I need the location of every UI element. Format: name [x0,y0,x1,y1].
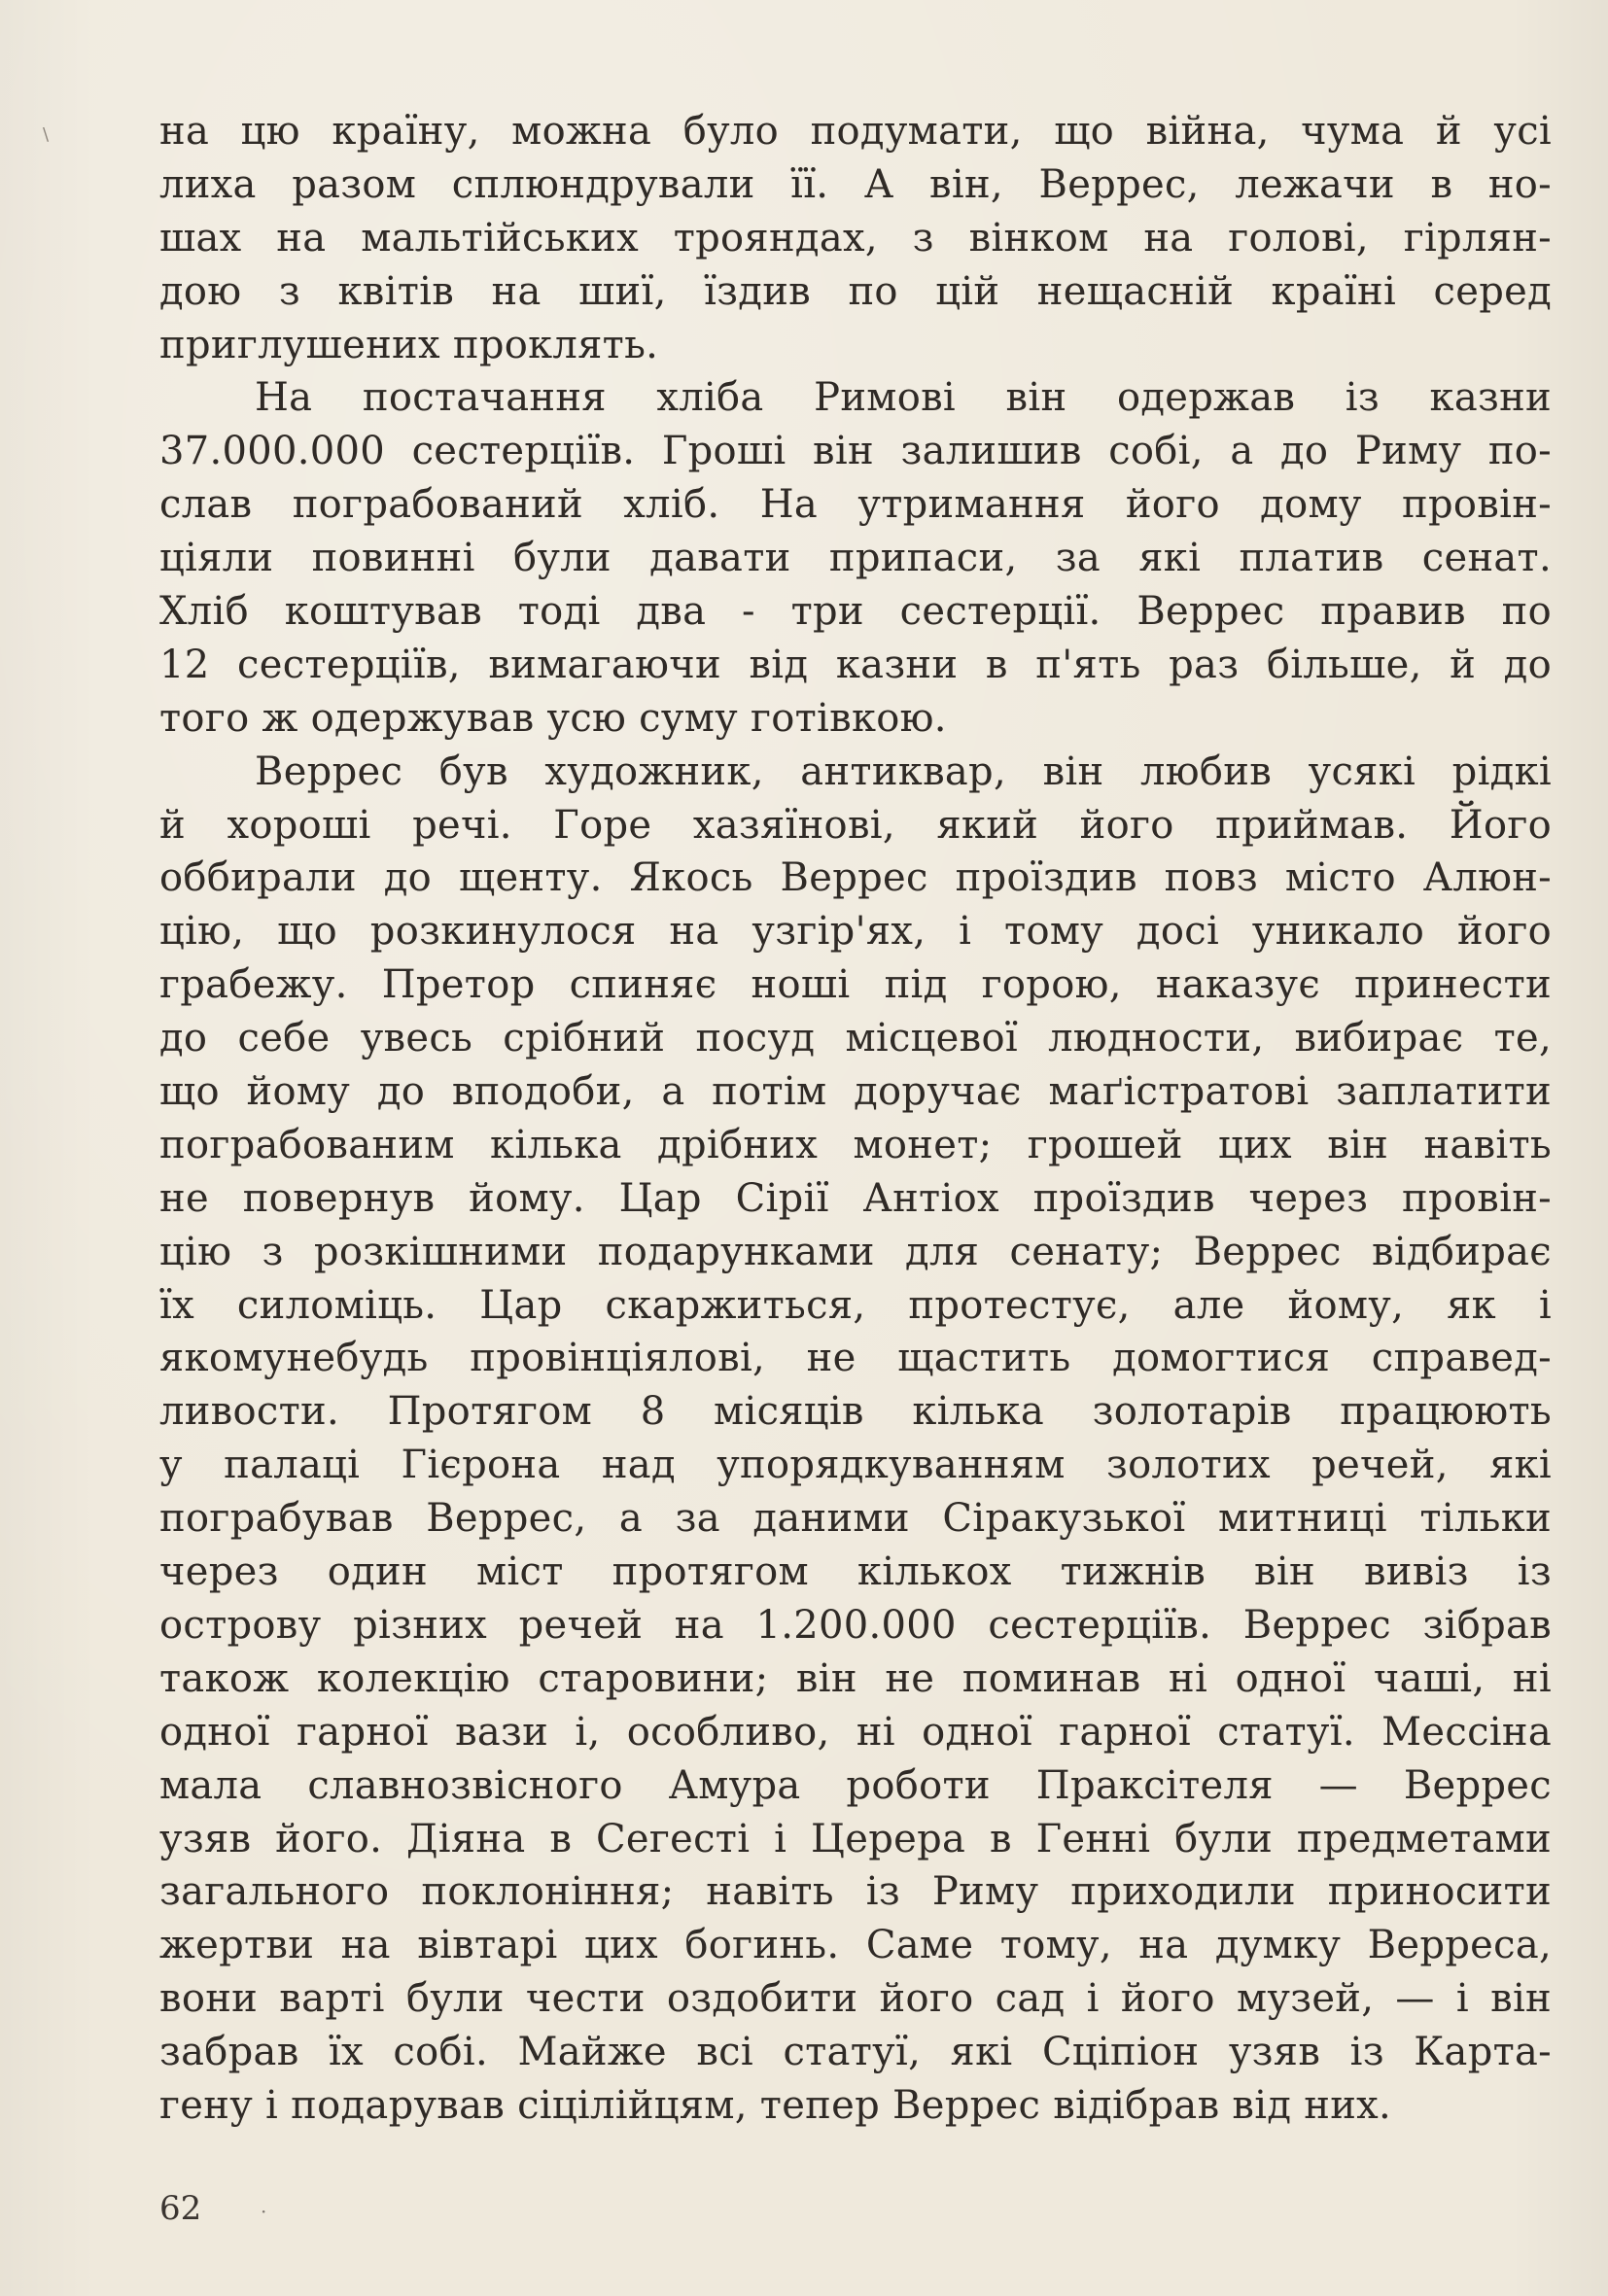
text-line: загального поклоніння; навіть із Риму приходили приносити [159,1869,1552,1915]
text-line: шах на мальтійських трояндах, з вінком на голові, гірлян- [159,215,1552,261]
text-line: вони варті були чести оздобити його сад і його музей, — і він [159,1976,1552,2022]
text-line: 37.000.000 сестерціїв. Гроші він залишив собі, а до Риму по- [159,429,1552,474]
text-line: грабежу. Претор спиняє ноші під горою, наказує принести [159,962,1552,1008]
text-line: оббирали до щенту. Якось Веррес проїздив повз місто Алюн- [159,855,1552,901]
text-line: узяв його. Діяна в Сегесті і Церера в Генні були предметами [159,1816,1552,1861]
text-line: у палаці Гієрона над упорядкуванням золотих речей, які [159,1443,1552,1488]
text-line: цію, що розкинулося на узгір'ях, і тому досі уникало його [159,909,1552,955]
paragraph [159,371,1552,745]
text-line: пограбував Веррес, а за даними Сіракузької митниці тільки [159,1496,1552,1542]
page-number: 62 [159,2189,202,2228]
text-line: лиха разом сплюндрували її. А він, Веррес, лежачи в но- [159,161,1552,207]
text-line: того ж одержував усю суму готівкою. [159,695,947,741]
text-line: Веррес був художник, антиквар, він любив усякі рідкі [255,748,1552,794]
text-line: забрав їх собі. Майже всі статуї, які Сціпіон узяв із Карта- [159,2030,1552,2075]
text-line: ливости. Протягом 8 місяців кілька золотарів працюють [159,1389,1552,1435]
text-line: ціяли повинні були давати припаси, за які платив сенат. [159,536,1552,581]
text-line: що йому до вподоби, а потім доручає маґістратові заплатити [159,1069,1552,1115]
text-line: мала славнозвісного Амура роботи Праксітеля — Веррес [159,1762,1552,1808]
text-line: гену і подарував сіцілійцям, тепер Веррес відібрав від них. [159,2082,1392,2128]
margin-mark: \ [43,124,50,145]
page-speck: · [261,2200,267,2223]
text-line: На постачання хліба Римові він одержав із казни [255,375,1552,421]
text-line: пограбованим кілька дрібних монет; грошей цих він навіть [159,1122,1552,1167]
paragraph [159,105,1552,371]
text-line: слав пограбований хліб. На утримання його дому провін- [159,482,1552,528]
text-line: до себе увесь срібний посуд місцевої людности, вибирає те, [159,1016,1552,1061]
text-line: цію з розкішними подарунками для сенату; Веррес відбирає [159,1229,1552,1274]
text-line: дою з квітів на шиї, їздив по цій нещасній країні серед [159,268,1552,314]
text-line: Хліб коштував тоді два - три сестерції. Веррес правив по [159,589,1552,635]
text-line: острову різних речей на 1.200.000 сестерціїв. Веррес зібрав [159,1602,1552,1648]
text-line: приглушених проклять. [159,322,659,367]
text-line: якомунебудь провінціялові, не щастить домогтися справед- [159,1336,1552,1381]
body-text [159,105,1552,2133]
text-line: також колекцію старовини; він не поминав ні одної чаші, ні [159,1655,1552,1701]
text-line: жертви на вівтарі цих богинь. Саме тому, на думку Верреса, [159,1923,1552,1968]
text-line: й хороші речі. Горе хазяїнові, який його приймав. Його [159,802,1552,848]
text-line: на цю країну, можна було подумати, що війна, чума й усі [159,109,1552,154]
text-line: через один міст протягом кількох тижнів він вивіз із [159,1549,1552,1595]
text-line: 12 сестерціїв, вимагаючи від казни в п'ять раз більше, й до [159,642,1552,687]
text-line: одної гарної вази і, особливо, ні одної гарної статуї. Мессіна [159,1709,1552,1755]
text-line: не повернув йому. Цар Сірії Антіох проїздив через провін- [159,1175,1552,1221]
text-line: їх силоміць. Цар скаржиться, протестує, але йому, як і [159,1282,1552,1328]
paragraph [159,746,1552,2133]
